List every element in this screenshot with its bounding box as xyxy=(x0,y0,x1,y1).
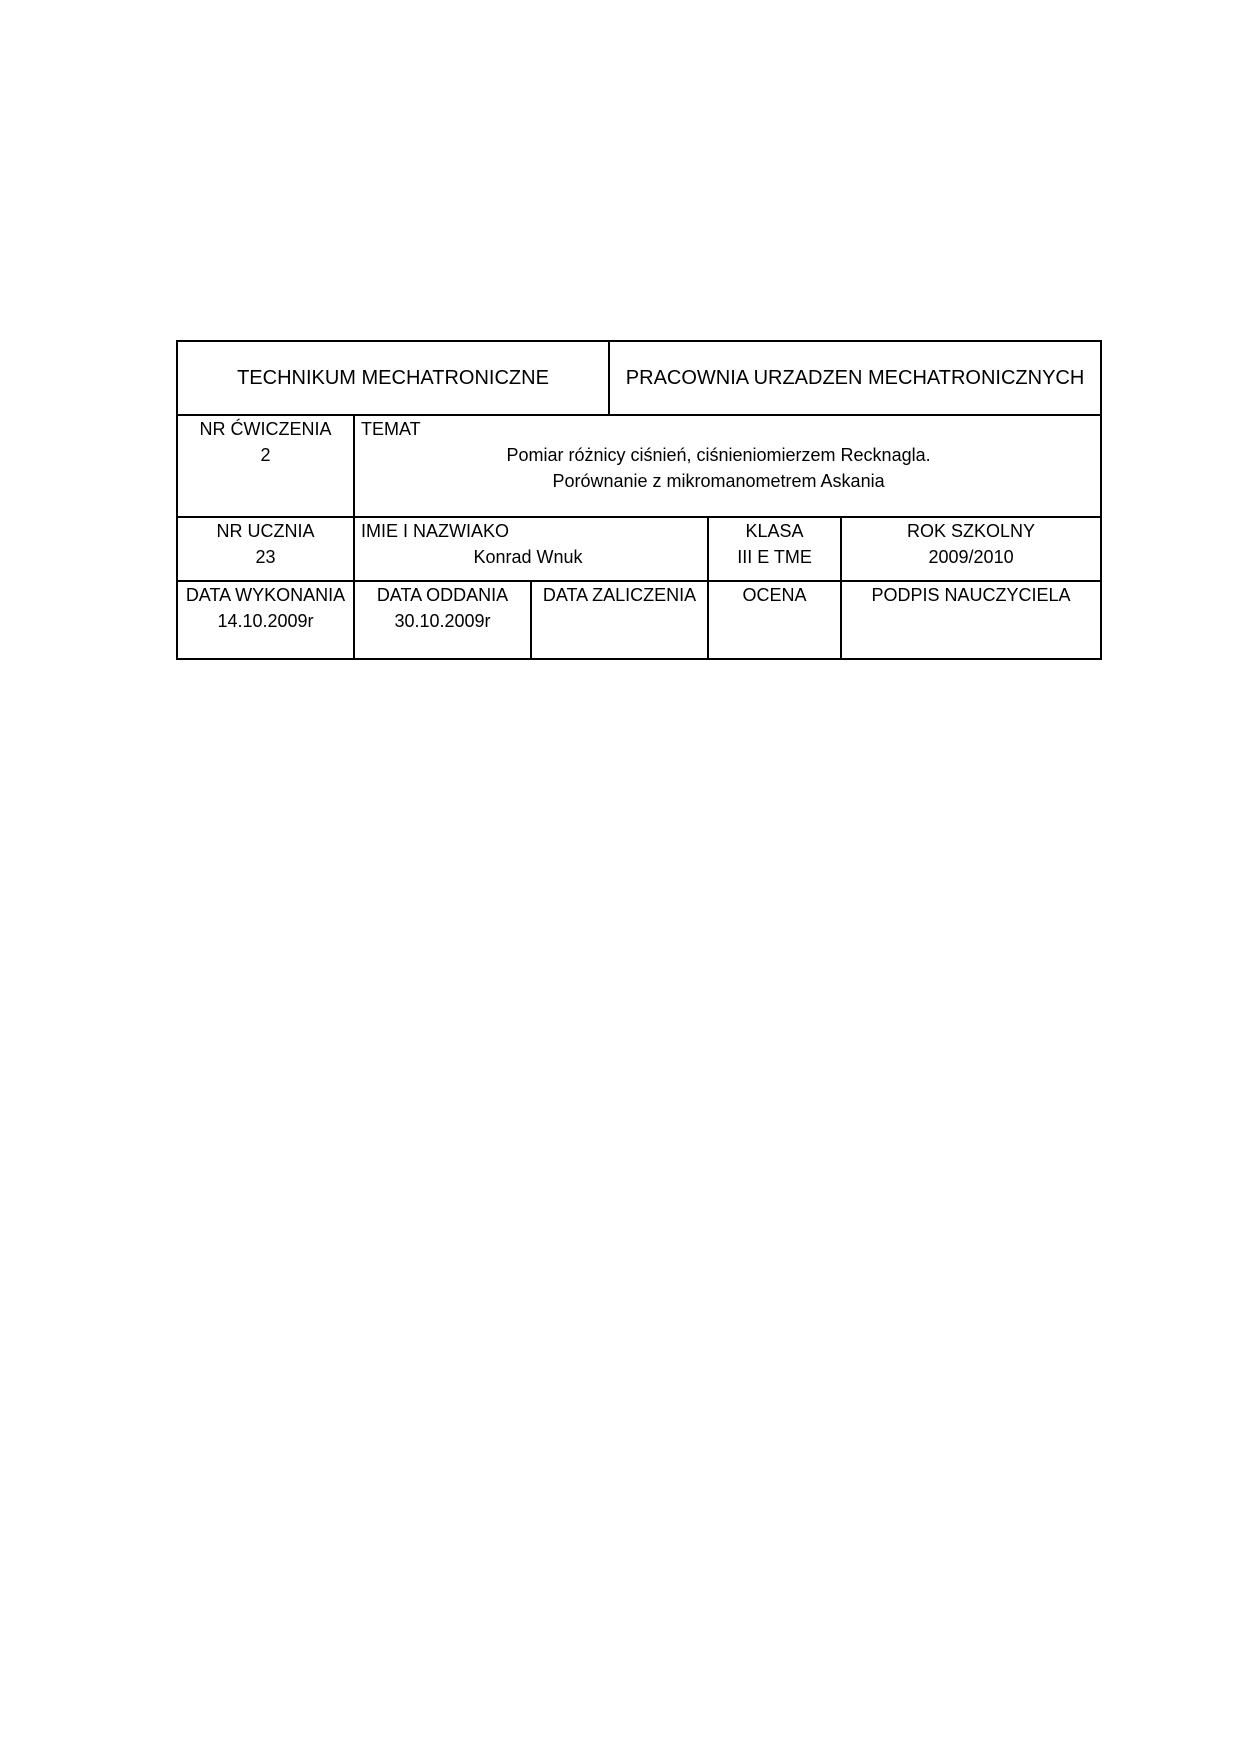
topic-label: TEMAT xyxy=(361,419,421,439)
grade-label: OCENA xyxy=(742,585,807,605)
performed-date-cell xyxy=(177,581,354,659)
header-row xyxy=(177,341,1101,415)
school-year-cell xyxy=(841,517,1101,581)
school-year-label: ROK SZKOLNY xyxy=(907,521,1036,541)
class-cell xyxy=(708,517,841,581)
report-header-sheet xyxy=(176,340,1100,660)
school-name: TECHNIKUM MECHATRONICZNE xyxy=(177,341,609,415)
topic-line-2: Porównanie z mikromanometrem Askania xyxy=(552,471,885,491)
credited-date-label: DATA ZALICZENIA xyxy=(542,585,697,605)
school-year-value: 2009/2010 xyxy=(928,547,1014,567)
lab-name: PRACOWNIA URZADZEN MECHATRONICZNYCH xyxy=(609,341,1101,415)
student-number-value: 23 xyxy=(255,547,276,567)
student-name-label: IMIE I NAZWIAKO xyxy=(361,521,510,541)
class-label: KLASA xyxy=(745,521,804,541)
dates-row xyxy=(177,581,1101,659)
student-row xyxy=(177,517,1101,581)
exercise-number-cell xyxy=(177,415,354,517)
class-value: III E TME xyxy=(737,547,812,567)
teacher-signature-cell xyxy=(841,581,1101,659)
performed-date-value: 14.10.2009r xyxy=(217,611,314,631)
student-number-label: NR UCZNIA xyxy=(216,521,315,541)
teacher-signature-label: PODPIS NAUCZYCIELA xyxy=(871,585,1071,605)
grade-cell xyxy=(708,581,841,659)
submitted-date-value: 30.10.2009r xyxy=(394,611,491,631)
exercise-number-label: NR ĆWICZENIA xyxy=(199,419,332,439)
student-name-cell xyxy=(354,517,708,581)
credited-date-cell xyxy=(531,581,708,659)
submitted-date-label: DATA ODDANIA xyxy=(376,585,509,605)
topic-cell xyxy=(354,415,1101,517)
performed-date-label: DATA WYKONANIA xyxy=(185,585,346,605)
student-number-cell xyxy=(177,517,354,581)
exercise-number-value: 2 xyxy=(260,445,271,465)
submitted-date-cell xyxy=(354,581,531,659)
exercise-row xyxy=(177,415,1101,517)
student-name-value: Konrad Wnuk xyxy=(473,547,583,567)
topic-line-1: Pomiar różnicy ciśnień, ciśnieniomierzem Recknagla. xyxy=(506,445,931,465)
report-header-table xyxy=(176,340,1102,660)
